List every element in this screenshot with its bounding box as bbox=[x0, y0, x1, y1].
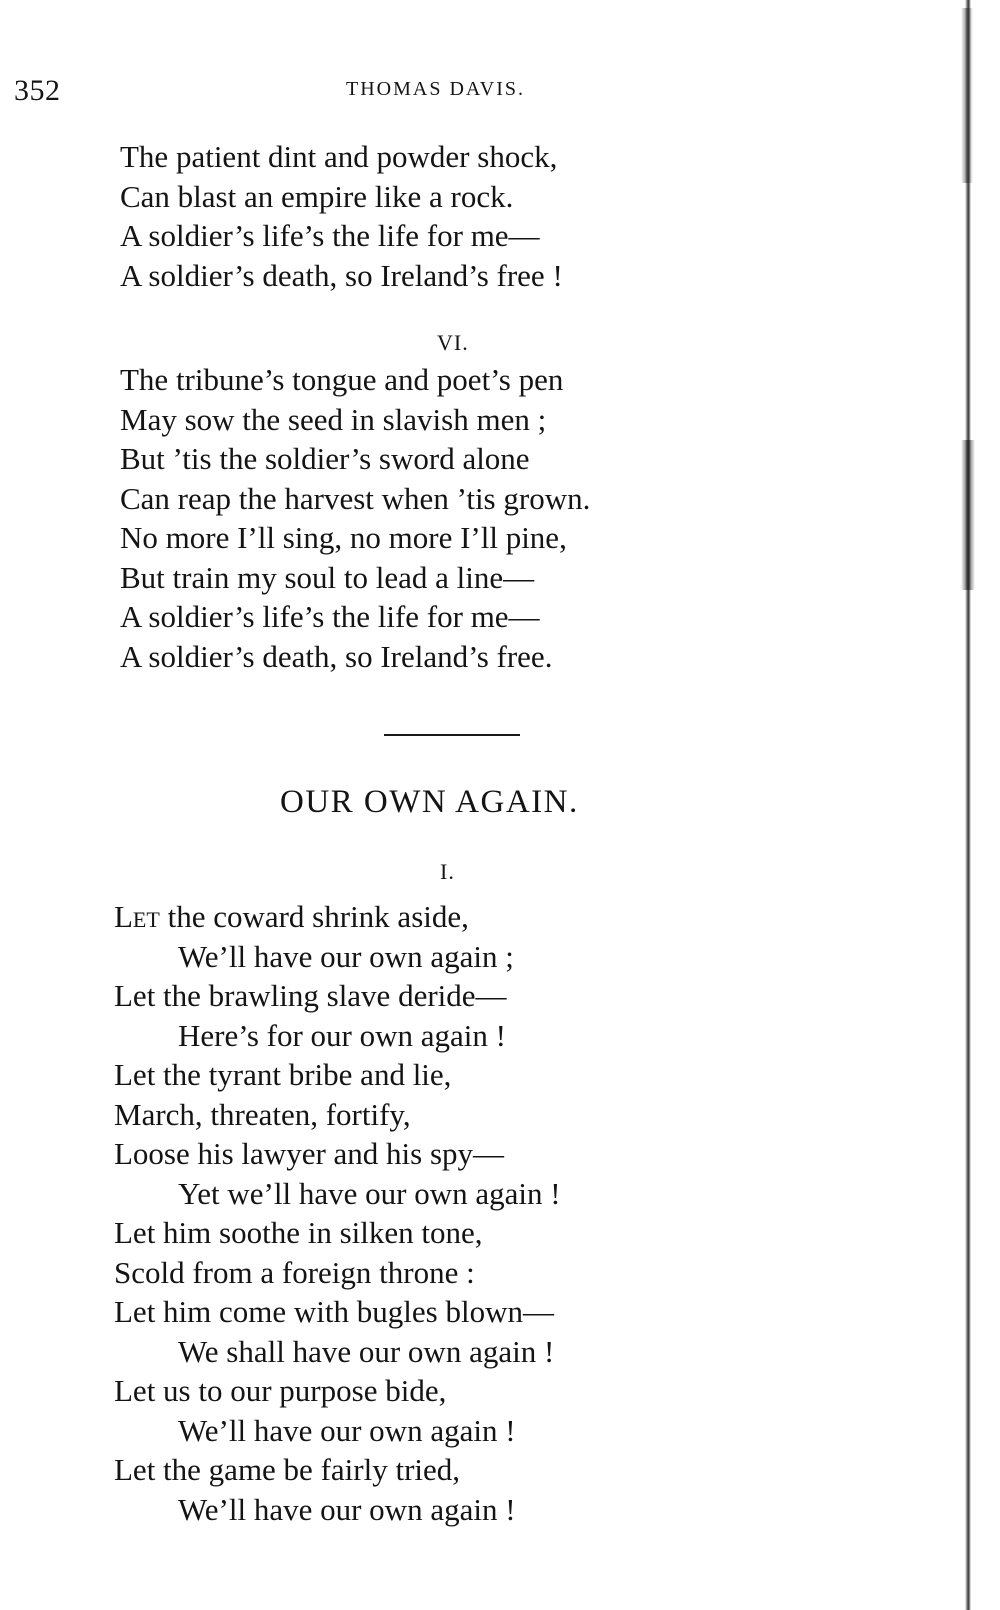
verse-line: May sow the seed in slavish men ; bbox=[120, 401, 547, 437]
verse-line: Scold from a foreign throne : bbox=[114, 1254, 475, 1290]
verse-line: A soldier’s death, so Ireland’s free ! bbox=[120, 257, 563, 293]
verse-line: Let us to our purpose bide, bbox=[114, 1373, 447, 1408]
verse-line: Let him soothe in silken tone, bbox=[114, 1215, 483, 1250]
running-head: THOMAS DAVIS. bbox=[346, 78, 525, 100]
verse-line: We’ll have our own again ! bbox=[178, 1491, 516, 1527]
verse-line: A soldier’s death, so Ireland’s free. bbox=[120, 638, 553, 674]
verse-line: Loose his lawyer and his spy— bbox=[114, 1136, 505, 1171]
verse-line: Let the game be fairly tried, bbox=[114, 1452, 461, 1487]
verse-line: But ’tis the soldier’s sword alone bbox=[120, 441, 530, 476]
opening-word: Let bbox=[114, 899, 160, 934]
stanza-i bbox=[114, 897, 561, 1529]
verse-line: We shall have our own again ! bbox=[178, 1333, 555, 1369]
opening-line-text: the coward shrink aside, bbox=[159, 899, 469, 934]
verse-line: But train my soul to lead a line— bbox=[120, 559, 535, 595]
verse-line: A soldier’s life’s the life for me— bbox=[120, 599, 540, 634]
binding-shadow bbox=[961, 440, 975, 590]
verse-line: Yet we’ll have our own again ! bbox=[178, 1175, 561, 1211]
verse-line: We’ll have our own again ; bbox=[178, 938, 514, 974]
verse-line: Can blast an empire like a rock. bbox=[120, 178, 514, 214]
stanza-vi bbox=[120, 360, 590, 676]
verse-line: The patient dint and powder shock, bbox=[120, 139, 558, 174]
verse-line: Here’s for our own again ! bbox=[178, 1017, 506, 1053]
section-divider bbox=[384, 734, 520, 736]
verse-line: A soldier’s life’s the life for me— bbox=[120, 218, 540, 253]
poem-title: OUR OWN AGAIN. bbox=[280, 784, 579, 820]
verse-line: Can reap the harvest when ’tis grown. bbox=[120, 480, 591, 516]
verse-line: March, threaten, fortify, bbox=[114, 1096, 411, 1132]
verse-line: We’ll have our own again ! bbox=[178, 1412, 516, 1448]
stanza-v-continued bbox=[120, 137, 563, 295]
verse-line: Let the brawling slave deride— bbox=[114, 978, 507, 1013]
verse-line: The tribune’s tongue and poet’s pen bbox=[120, 362, 564, 397]
verse-line: No more I’ll sing, no more I’ll pine, bbox=[120, 520, 567, 555]
stanza-number-vi: VI. bbox=[437, 330, 469, 355]
verse-line: Let him come with bugles blown— bbox=[114, 1294, 554, 1329]
page-binding-edge bbox=[965, 0, 971, 1610]
page-number: 352 bbox=[14, 74, 61, 107]
verse-line bbox=[114, 897, 561, 937]
stanza-number-i: I. bbox=[440, 859, 455, 884]
verse-line: Let the tyrant bribe and lie, bbox=[114, 1057, 452, 1092]
binding-shadow bbox=[961, 8, 973, 183]
